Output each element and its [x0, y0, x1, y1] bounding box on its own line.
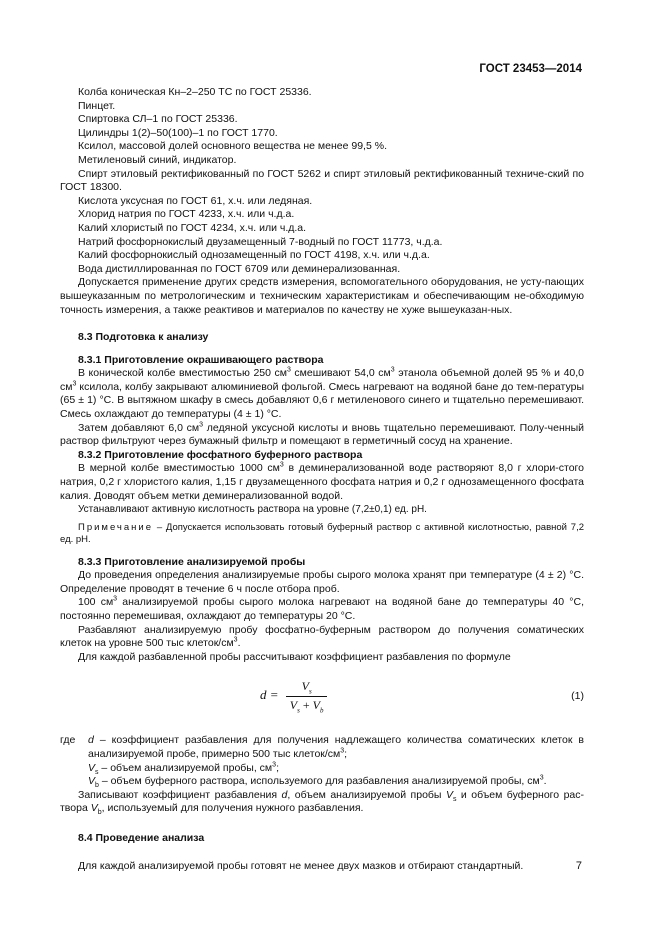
list-item: Метиленовый синий, индикатор. [78, 153, 237, 166]
list-item: Хлорид натрия по ГОСТ 4233, х.ч. или ч.д.а. [78, 208, 295, 221]
paragraph-allowance: Допускается применение других средств измерения, вспомогательного оборудования, не усту-пающих вышеуказанным по метрологическим и техническим характеристикам и обеспечивающим не-обходимую точность измерения, а также реактивов и материалов по качеству не хуже вышеуказан-ных. [60, 276, 584, 316]
formula-fraction: $\frac{V_s}{V_s + V_b}$ [286, 680, 328, 712]
document-header: ГОСТ 23453—2014 [479, 63, 582, 75]
note: Примечание – Допускается использовать готовый буферный раствор с активной кислотностью, равной 7,2 ед. рН. [60, 521, 584, 546]
subsection-heading-8-3-1: 8.3.1 Приготовление окрашивающего раствора [78, 353, 324, 366]
where-d: d – коэффициент разбавления для получения надлежащего количества соматических клеток в анализируемой пробе, примерно 500 тыс клеток/$см^3$; [88, 734, 584, 760]
paragraph-8-3-3-3: Разбавляют анализируемую пробу фосфатно-буферным раствором до получения соматических клеток на уровне 500 тыс клеток/$см^3$. [60, 623, 584, 650]
document-body [60, 86, 584, 873]
paragraph-8-3-1-1: В конической колбе вместимостью 250 $см^3$ смешивают 54,0 $см^3$ этанола объемной долей 95 % и 40,0 $см^3$ ксилола, колбу закрывают алюминиевой фольгой. Смесь нагревают на водяной бане до тем-пературы (65 ± 1) °С. В вытяжном шкафу в смесь добавляют 0,6 г метиленового синего и тщательно перемешивают. Смесь охлаждают до температуры (4 ± 1) °С. [60, 366, 585, 421]
subsection-heading-8-3-2: 8.3.2 Приготовление фосфатного буферного раствора [78, 448, 363, 461]
paragraph-record: Записывают коэффициент разбавления d, объем анализируемой пробы $V_s$ и объем буферного рас-твора $V_b$, используемый для получения нужного разбавления. [60, 788, 584, 817]
list-item: Кислота уксусная по ГОСТ 61, х.ч. или ледяная. [78, 194, 313, 207]
list-item: Калий хлористый по ГОСТ 4234, х.ч. или ч.д.а. [78, 221, 307, 234]
formula-block [60, 678, 584, 724]
section-heading-8-3: 8.3 Подготовка к анализу [78, 331, 209, 344]
section-heading-8-4: 8.4 Проведение анализа [78, 831, 205, 844]
formula: d = $\frac{V_s}{V_s + V_b}$ [260, 680, 327, 712]
paragraph-ethanol: Спирт этиловый ректификованный по ГОСТ 5262 и спирт этиловый ректификованный техниче-ский по ГОСТ 18300. [60, 167, 584, 194]
list-item: Цилиндры 1(2)–50(100)–1 по ГОСТ 1770. [78, 126, 278, 139]
where-label: где [60, 734, 76, 747]
list-item: Пинцет. [78, 99, 116, 112]
where-block [60, 734, 584, 788]
paragraph-8-3-3-4: Для каждой разбавленной пробы рассчитывают коэффициент разбавления по формуле [78, 650, 511, 663]
paragraph-8-4-1: Для каждой анализируемой пробы готовят не менее двух мазков и отбирают стандартный. [78, 859, 524, 872]
paragraph-8-3-2-2: Устанавливают активную кислотность раствора на уровне (7,2±0,1) ед. рН. [78, 504, 427, 516]
where-vs: $V_s$ – объем анализируемой пробы, $см^3$; [88, 761, 279, 776]
subsection-heading-8-3-3: 8.3.3 Приготовление анализируемой пробы [78, 555, 306, 568]
list-item: Колба коническая Кн–2–250 ТС по ГОСТ 25336. [78, 86, 312, 98]
where-vb: $V_b$ – объем буферного раствора, используемого для разбавления анализируемой пробы, $см^3$. [88, 774, 547, 790]
paragraph-8-3-1-2: Затем добавляют 6,0 $см^3$ ледяной уксусной кислоты и вновь тщательно перемешивают. Полу-ченный раствор фильтруют через бумажный фильтр и помещают в герметичный сосуд на хранение. [60, 421, 585, 448]
list-item: Натрий фосфорнокислый двузамещенный 7-водный по ГОСТ 11773, ч.д.а. [78, 235, 443, 248]
list-item: Вода дистиллированная по ГОСТ 6709 или деминерализованная. [78, 262, 401, 275]
paragraph-8-3-2-1: В мерной колбе вместимостью 1000 $см^3$ в деминерализованной воде растворяют 8,0 г хлори-стого натрия, 0,2 г хлористого калия, 1,15 г двузамещенного фосфата натрия и 0,2 г однозамещенного фосфата калия. Доводят объем метки деминерализованной водой. [60, 461, 584, 502]
paragraph-8-3-3-1: До проведения определения анализируемые пробы сырого молока хранят при температуре (4 ± 2) °С. Определение проводят в течение 6 ч после отбора проб. [60, 569, 584, 595]
formula-number: (1) [571, 690, 584, 703]
list-item: Калий фосфорнокислый однозамещенный по ГОСТ 4198, х.ч. или ч.д.а. [78, 249, 430, 262]
note-label: Примечание [78, 521, 153, 533]
list-item: Ксилол, массовой долей основного вещества не менее 99,5 %. [78, 140, 387, 153]
page-number: 7 [575, 860, 582, 872]
paragraph-8-3-3-2: 100 $см^3$ анализируемой пробы сырого молока нагревают на водяной бане до температуры 40 °С, постоянно перемешивая, охлаждают до температуры 20 °С. [60, 595, 584, 622]
list-item: Спиртовка СЛ–1 по ГОСТ 25336. [78, 113, 238, 126]
